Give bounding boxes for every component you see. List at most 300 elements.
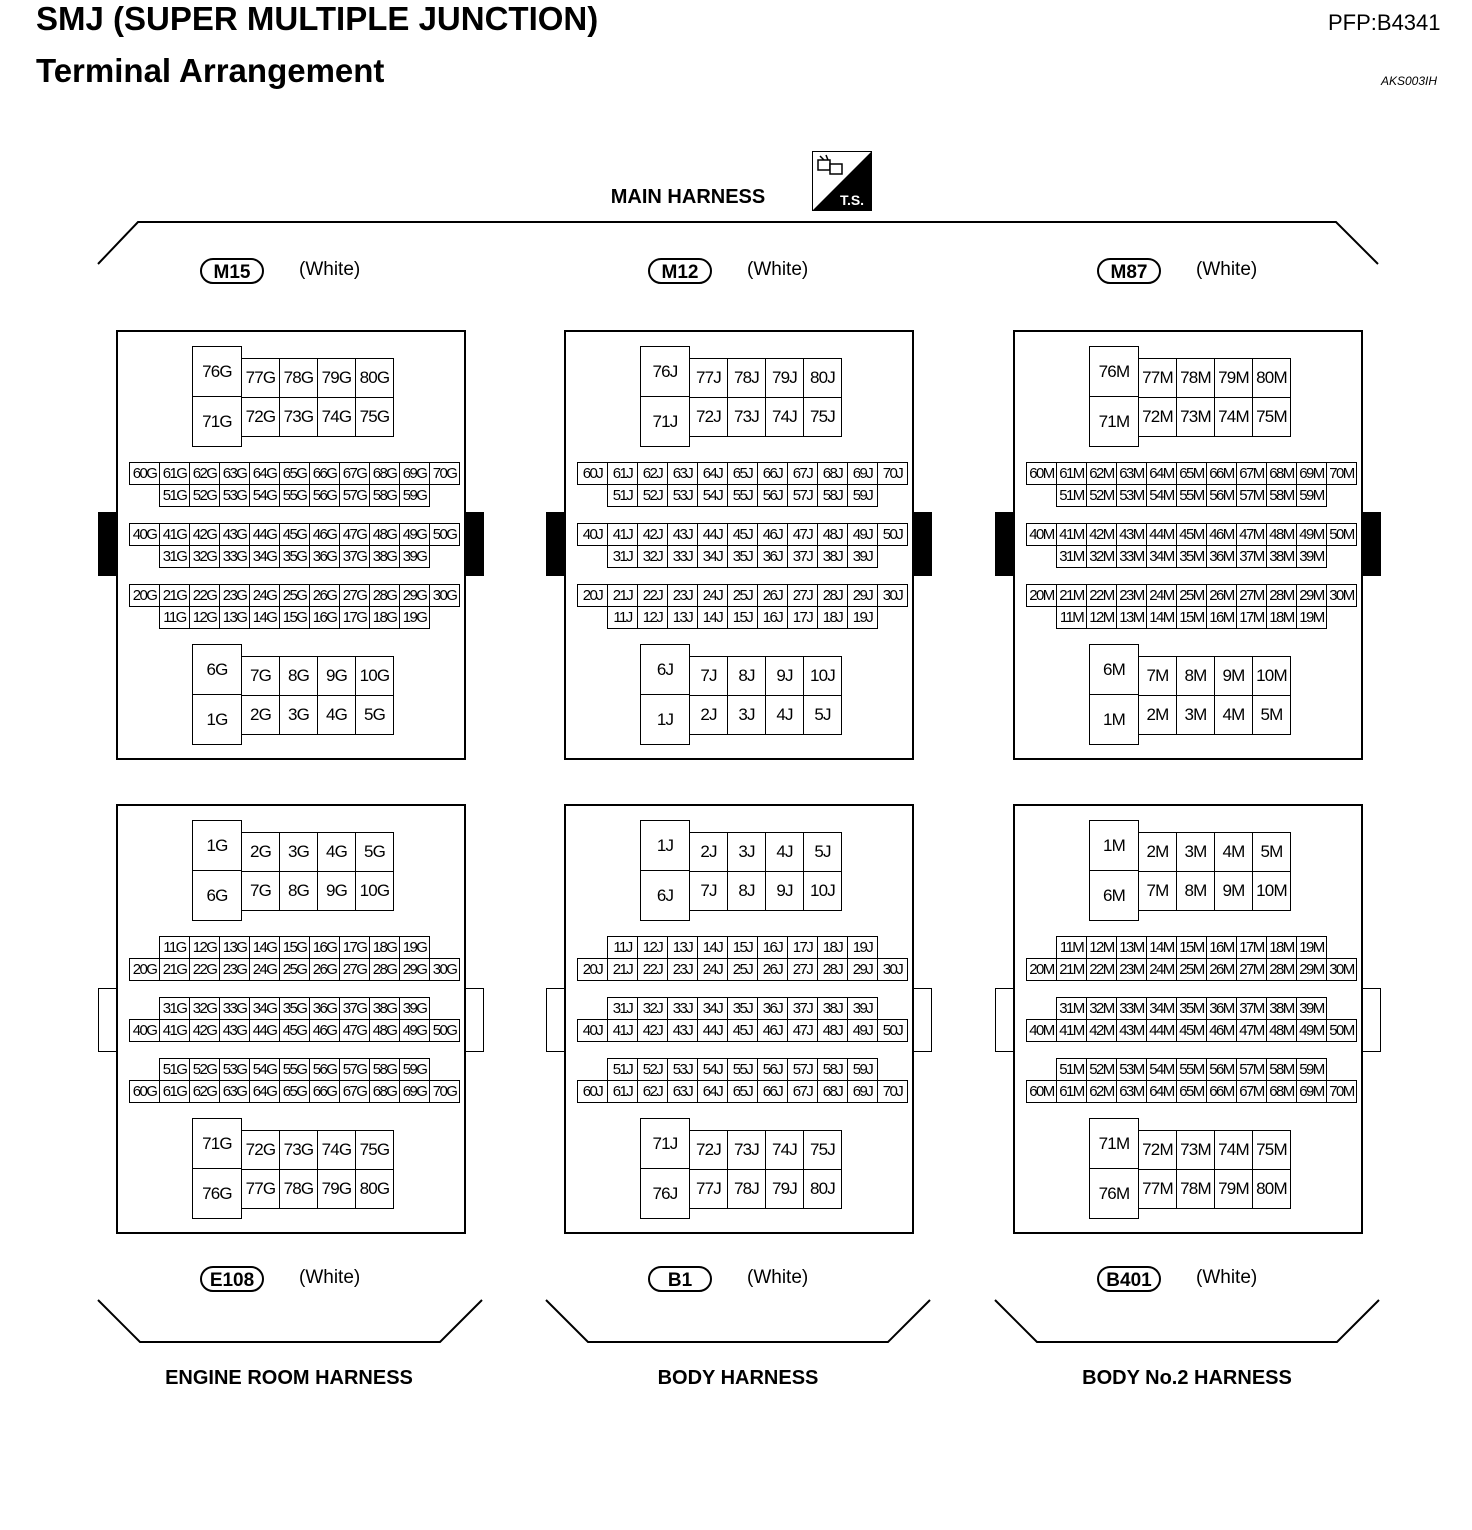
terminal-cell: 39M <box>1296 545 1327 568</box>
terminal-cell: 31G <box>159 997 190 1020</box>
terminal-cell: 52G <box>189 1058 220 1081</box>
terminal-cell: 72J <box>689 397 728 437</box>
terminal-cell: 34G <box>249 545 280 568</box>
terminal-cell: 3J <box>727 695 766 735</box>
terminal-cell: 21M <box>1056 584 1087 607</box>
terminal-cell: 78M <box>1176 1169 1215 1209</box>
terminal-cell: 31M <box>1056 545 1087 568</box>
terminal-cell: 6M <box>1089 870 1139 921</box>
terminal-cell: 66J <box>757 1080 788 1103</box>
terminal-cell: 46G <box>309 523 340 546</box>
terminal-cell: 44M <box>1146 1019 1177 1042</box>
terminal-cell: 64J <box>697 1080 728 1103</box>
terminal-cell: 14J <box>697 606 728 629</box>
terminal-cell: 11M <box>1056 606 1087 629</box>
terminal-cell: 59J <box>847 1058 878 1081</box>
connector-color-e108: (White) <box>299 1267 361 1288</box>
terminal-cell: 2J <box>689 695 728 735</box>
terminal-cell: 12J <box>637 936 668 959</box>
terminal-cell: 60J <box>577 1080 608 1103</box>
terminal-cell: 48G <box>369 1019 400 1042</box>
terminal-cell: 36J <box>757 545 788 568</box>
terminal-cell: 80M <box>1252 1169 1291 1209</box>
page-subtitle: Terminal Arrangement <box>36 52 385 89</box>
terminal-cell: 78G <box>279 1169 318 1209</box>
connector-badge-b401: B401 <box>1097 1266 1161 1292</box>
terminal-cell: 71M <box>1089 1118 1139 1169</box>
terminal-cell: 38G <box>369 997 400 1020</box>
terminal-cell: 49G <box>399 523 430 546</box>
page-title: SMJ (SUPER MULTIPLE JUNCTION) <box>36 0 599 37</box>
terminal-cell: 62J <box>637 1080 668 1103</box>
terminal-cell: 20J <box>577 958 608 981</box>
terminal-cell: 2G <box>241 832 280 872</box>
terminal-cell: 36M <box>1206 545 1237 568</box>
terminal-cell: 40M <box>1026 1019 1057 1042</box>
terminal-cell: 32M <box>1086 997 1117 1020</box>
terminal-cell: 23M <box>1116 584 1147 607</box>
terminal-cell: 3G <box>279 695 318 735</box>
terminal-cell: 33M <box>1116 997 1147 1020</box>
connector-color-m15: (White) <box>299 259 361 280</box>
terminal-cell: 14M <box>1146 936 1177 959</box>
terminal-cell: 56G <box>309 1058 340 1081</box>
terminal-cell: 50M <box>1326 1019 1357 1042</box>
terminal-cell: 2J <box>689 832 728 872</box>
terminal-cell: 37G <box>339 545 370 568</box>
terminal-cell: 80J <box>803 1169 842 1209</box>
terminal-cell: 17J <box>787 936 818 959</box>
terminal-cell: 58M <box>1266 484 1297 507</box>
terminal-cell: 21J <box>607 584 638 607</box>
terminal-cell: 61G <box>159 1080 190 1103</box>
terminal-cell: 62G <box>189 1080 220 1103</box>
terminal-cell: 18J <box>817 936 848 959</box>
terminal-cell: 2M <box>1138 695 1177 735</box>
terminal-cell: 51G <box>159 484 190 507</box>
terminal-cell: 77J <box>689 358 728 398</box>
terminal-cell: 56M <box>1206 484 1237 507</box>
terminal-cell: 24J <box>697 584 728 607</box>
terminal-cell: 19M <box>1296 606 1327 629</box>
terminal-cell: 37M <box>1236 545 1267 568</box>
terminal-cell: 77J <box>689 1169 728 1209</box>
terminal-cell: 60J <box>577 462 608 485</box>
terminal-cell: 58G <box>369 484 400 507</box>
engine-room-harness-label: ENGINE ROOM HARNESS <box>165 1367 413 1389</box>
terminal-cell: 7M <box>1138 871 1177 911</box>
terminal-cell: 76G <box>192 346 242 397</box>
terminal-cell: 7J <box>689 871 728 911</box>
terminal-cell: 18G <box>369 606 400 629</box>
terminal-cell: 36J <box>757 997 788 1020</box>
terminal-cell: 77G <box>241 358 280 398</box>
terminal-cell: 39G <box>399 545 430 568</box>
terminal-cell: 38G <box>369 545 400 568</box>
terminal-cell: 22J <box>637 584 668 607</box>
terminal-cell: 11G <box>159 606 190 629</box>
terminal-cell: 41J <box>607 523 638 546</box>
terminal-cell: 10M <box>1252 656 1291 696</box>
terminal-cell: 75G <box>355 1130 394 1170</box>
connector-color-m87: (White) <box>1196 259 1258 280</box>
terminal-cell: 33M <box>1116 545 1147 568</box>
terminal-cell: 26J <box>757 958 788 981</box>
terminal-cell: 76M <box>1089 1168 1139 1219</box>
terminal-cell: 29J <box>847 958 878 981</box>
terminal-cell: 76J <box>640 1168 690 1219</box>
terminal-cell: 67G <box>339 1080 370 1103</box>
terminal-cell: 54J <box>697 1058 728 1081</box>
terminal-cell: 55G <box>279 484 310 507</box>
terminal-cell: 60M <box>1026 462 1057 485</box>
connector-lock-tab <box>98 988 117 1052</box>
terminal-cell: 46M <box>1206 523 1237 546</box>
terminal-cell: 64G <box>249 462 280 485</box>
terminal-cell: 48G <box>369 523 400 546</box>
terminal-cell: 4M <box>1214 832 1253 872</box>
terminal-cell: 59M <box>1296 1058 1327 1081</box>
terminal-cell: 34G <box>249 997 280 1020</box>
terminal-cell: 33G <box>219 545 250 568</box>
terminal-cell: 63J <box>667 462 698 485</box>
terminal-cell: 62G <box>189 462 220 485</box>
terminal-cell: 48J <box>817 523 848 546</box>
terminal-cell: 34M <box>1146 545 1177 568</box>
terminal-cell: 68G <box>369 1080 400 1103</box>
terminal-cell: 18M <box>1266 936 1297 959</box>
terminal-cell: 45M <box>1176 523 1207 546</box>
terminal-cell: 7G <box>241 871 280 911</box>
terminal-cell: 55J <box>727 1058 758 1081</box>
terminal-cell: 51J <box>607 1058 638 1081</box>
terminal-cell: 69J <box>847 1080 878 1103</box>
terminal-cell: 17J <box>787 606 818 629</box>
terminal-cell: 16G <box>309 936 340 959</box>
terminal-cell: 40J <box>577 523 608 546</box>
terminal-cell: 17G <box>339 936 370 959</box>
terminal-cell: 10J <box>803 656 842 696</box>
terminal-cell: 12M <box>1086 936 1117 959</box>
terminal-cell: 53M <box>1116 484 1147 507</box>
terminal-cell: 78J <box>727 358 766 398</box>
terminal-cell: 72M <box>1138 1130 1177 1170</box>
terminal-cell: 57J <box>787 484 818 507</box>
terminal-cell: 75G <box>355 397 394 437</box>
terminal-cell: 32G <box>189 997 220 1020</box>
terminal-cell: 28J <box>817 584 848 607</box>
terminal-cell: 3M <box>1176 832 1215 872</box>
terminal-cell: 45J <box>727 523 758 546</box>
terminal-cell: 11M <box>1056 936 1087 959</box>
connector-lock-tab <box>465 512 484 576</box>
terminal-cell: 9M <box>1214 656 1253 696</box>
terminal-cell: 12G <box>189 936 220 959</box>
terminal-cell: 26M <box>1206 584 1237 607</box>
terminal-cell: 25M <box>1176 584 1207 607</box>
terminal-cell: 76G <box>192 1168 242 1219</box>
terminal-cell: 48M <box>1266 523 1297 546</box>
terminal-cell: 39J <box>847 997 878 1020</box>
terminal-cell: 53G <box>219 484 250 507</box>
terminal-cell: 23M <box>1116 958 1147 981</box>
terminal-cell: 16J <box>757 606 788 629</box>
terminal-cell: 79J <box>765 358 804 398</box>
connector-lock-tab <box>995 512 1014 576</box>
terminal-cell: 5J <box>803 695 842 735</box>
terminal-cell: 49M <box>1296 523 1327 546</box>
terminal-cell: 50G <box>429 1019 460 1042</box>
terminal-cell: 69M <box>1296 462 1327 485</box>
terminal-cell: 65J <box>727 1080 758 1103</box>
terminal-cell: 13M <box>1116 936 1147 959</box>
terminal-cell: 65G <box>279 462 310 485</box>
terminal-cell: 52M <box>1086 484 1117 507</box>
terminal-cell: 25J <box>727 584 758 607</box>
terminal-cell: 8J <box>727 871 766 911</box>
terminal-cell: 80M <box>1252 358 1291 398</box>
terminal-cell: 72M <box>1138 397 1177 437</box>
terminal-cell: 21G <box>159 958 190 981</box>
terminal-cell: 51M <box>1056 1058 1087 1081</box>
terminal-cell: 8G <box>279 871 318 911</box>
terminal-cell: 14M <box>1146 606 1177 629</box>
connector-m15 <box>116 330 466 760</box>
terminal-cell: 19J <box>847 936 878 959</box>
terminal-cell: 43M <box>1116 523 1147 546</box>
terminal-cell: 61J <box>607 462 638 485</box>
terminal-cell: 30G <box>429 958 460 981</box>
terminal-cell: 27G <box>339 958 370 981</box>
terminal-cell: 59G <box>399 1058 430 1081</box>
terminal-cell: 15J <box>727 936 758 959</box>
terminal-cell: 44J <box>697 523 728 546</box>
main-harness-label: MAIN HARNESS <box>610 186 766 208</box>
terminal-cell: 4G <box>317 695 356 735</box>
terminal-cell: 42J <box>637 1019 668 1042</box>
terminal-cell: 31J <box>607 545 638 568</box>
terminal-cell: 7G <box>241 656 280 696</box>
terminal-cell: 4M <box>1214 695 1253 735</box>
terminal-cell: 28G <box>369 584 400 607</box>
terminal-cell: 78G <box>279 358 318 398</box>
terminal-cell: 52J <box>637 1058 668 1081</box>
terminal-cell: 42G <box>189 523 220 546</box>
terminal-cell: 22G <box>189 584 220 607</box>
terminal-cell: 77M <box>1138 1169 1177 1209</box>
terminal-cell: 17G <box>339 606 370 629</box>
terminal-cell: 18M <box>1266 606 1297 629</box>
terminal-cell: 31J <box>607 997 638 1020</box>
terminal-cell: 35G <box>279 545 310 568</box>
terminal-cell: 52G <box>189 484 220 507</box>
terminal-cell: 11J <box>607 606 638 629</box>
terminal-cell: 27M <box>1236 958 1267 981</box>
terminal-cell: 41G <box>159 1019 190 1042</box>
terminal-cell: 43J <box>667 1019 698 1042</box>
terminal-cell: 16G <box>309 606 340 629</box>
terminal-cell: 52J <box>637 484 668 507</box>
terminal-cell: 18G <box>369 936 400 959</box>
terminal-cell: 75M <box>1252 397 1291 437</box>
terminal-cell: 1G <box>192 694 242 745</box>
terminal-cell: 60M <box>1026 1080 1057 1103</box>
terminal-cell: 73M <box>1176 1130 1215 1170</box>
terminal-cell: 67M <box>1236 462 1267 485</box>
terminal-cell: 70M <box>1326 462 1357 485</box>
terminal-cell: 19G <box>399 936 430 959</box>
terminal-cell: 21J <box>607 958 638 981</box>
terminal-cell: 10G <box>355 871 394 911</box>
terminal-cell: 56J <box>757 1058 788 1081</box>
terminal-cell: 77G <box>241 1169 280 1209</box>
terminal-cell: 5G <box>355 832 394 872</box>
terminal-cell: 62M <box>1086 462 1117 485</box>
connector-e108 <box>116 804 466 1234</box>
terminal-cell: 68M <box>1266 462 1297 485</box>
terminal-cell: 68G <box>369 462 400 485</box>
terminal-cell: 54G <box>249 1058 280 1081</box>
terminal-cell: 53J <box>667 1058 698 1081</box>
terminal-cell: 15G <box>279 606 310 629</box>
terminal-cell: 53J <box>667 484 698 507</box>
terminal-cell: 44G <box>249 1019 280 1042</box>
terminal-cell: 13M <box>1116 606 1147 629</box>
terminal-cell: 71J <box>640 396 690 447</box>
terminal-cell: 4J <box>765 695 804 735</box>
terminal-cell: 37M <box>1236 997 1267 1020</box>
terminal-cell: 68M <box>1266 1080 1297 1103</box>
terminal-cell: 6M <box>1089 644 1139 695</box>
terminal-cell: 63J <box>667 1080 698 1103</box>
terminal-cell: 4J <box>765 832 804 872</box>
terminal-cell: 56M <box>1206 1058 1237 1081</box>
terminal-cell: 69G <box>399 1080 430 1103</box>
terminal-cell: 42M <box>1086 1019 1117 1042</box>
terminal-cell: 43M <box>1116 1019 1147 1042</box>
terminal-cell: 35G <box>279 997 310 1020</box>
terminal-cell: 11G <box>159 936 190 959</box>
connector-b401 <box>1013 804 1363 1234</box>
terminal-cell: 48J <box>817 1019 848 1042</box>
terminal-cell: 39J <box>847 545 878 568</box>
terminal-cell: 28G <box>369 958 400 981</box>
terminal-cell: 67J <box>787 462 818 485</box>
terminal-cell: 12M <box>1086 606 1117 629</box>
terminal-cell: 50J <box>877 523 908 546</box>
terminal-cell: 45G <box>279 1019 310 1042</box>
terminal-cell: 79M <box>1214 1169 1253 1209</box>
terminal-cell: 74M <box>1214 1130 1253 1170</box>
terminal-cell: 59M <box>1296 484 1327 507</box>
terminal-cell: 36M <box>1206 997 1237 1020</box>
terminal-cell: 57J <box>787 1058 818 1081</box>
terminal-cell: 22M <box>1086 958 1117 981</box>
terminal-cell: 4G <box>317 832 356 872</box>
terminal-cell: 37G <box>339 997 370 1020</box>
terminal-cell: 27J <box>787 584 818 607</box>
terminal-cell: 75J <box>803 1130 842 1170</box>
terminal-cell: 40G <box>129 1019 160 1042</box>
terminal-cell: 76M <box>1089 346 1139 397</box>
terminal-cell: 45M <box>1176 1019 1207 1042</box>
connector-b1 <box>564 804 914 1234</box>
terminal-cell: 27G <box>339 584 370 607</box>
terminal-cell: 44J <box>697 1019 728 1042</box>
terminal-cell: 38M <box>1266 997 1297 1020</box>
terminal-cell: 30M <box>1326 958 1357 981</box>
terminal-cell: 16M <box>1206 606 1237 629</box>
terminal-cell: 22G <box>189 958 220 981</box>
terminal-cell: 69J <box>847 462 878 485</box>
terminal-cell: 20J <box>577 584 608 607</box>
terminal-cell: 47J <box>787 1019 818 1042</box>
terminal-cell: 71J <box>640 1118 690 1169</box>
terminal-cell: 62M <box>1086 1080 1117 1103</box>
terminal-cell: 67J <box>787 1080 818 1103</box>
terminal-cell: 74J <box>765 397 804 437</box>
terminal-cell: 40J <box>577 1019 608 1042</box>
terminal-cell: 73G <box>279 397 318 437</box>
terminal-cell: 40G <box>129 523 160 546</box>
terminal-cell: 24G <box>249 584 280 607</box>
connector-lock-tab <box>1362 988 1381 1052</box>
terminal-cell: 66G <box>309 462 340 485</box>
terminal-cell: 20G <box>129 958 160 981</box>
terminal-cell: 1J <box>640 694 690 745</box>
terminal-cell: 7M <box>1138 656 1177 696</box>
terminal-cell: 65G <box>279 1080 310 1103</box>
terminal-cell: 28J <box>817 958 848 981</box>
terminal-cell: 46M <box>1206 1019 1237 1042</box>
terminal-cell: 69M <box>1296 1080 1327 1103</box>
terminal-cell: 36G <box>309 997 340 1020</box>
body-harness-label: BODY HARNESS <box>657 1367 819 1389</box>
connector-color-b1: (White) <box>747 1267 809 1288</box>
terminal-cell: 75M <box>1252 1130 1291 1170</box>
terminal-cell: 7J <box>689 656 728 696</box>
terminal-cell: 39G <box>399 997 430 1020</box>
terminal-cell: 52M <box>1086 1058 1117 1081</box>
terminal-cell: 1M <box>1089 820 1139 871</box>
terminal-cell: 23J <box>667 584 698 607</box>
terminal-cell: 63G <box>219 1080 250 1103</box>
terminal-cell: 14G <box>249 606 280 629</box>
terminal-cell: 24M <box>1146 958 1177 981</box>
terminal-cell: 9M <box>1214 871 1253 911</box>
terminal-cell: 54J <box>697 484 728 507</box>
terminal-cell: 54G <box>249 484 280 507</box>
terminal-cell: 65M <box>1176 1080 1207 1103</box>
terminal-cell: 13G <box>219 936 250 959</box>
terminal-cell: 64M <box>1146 462 1177 485</box>
terminal-cell: 80G <box>355 358 394 398</box>
terminal-cell: 47M <box>1236 1019 1267 1042</box>
terminal-cell: 18J <box>817 606 848 629</box>
terminal-cell: 23G <box>219 958 250 981</box>
terminal-cell: 44G <box>249 523 280 546</box>
terminal-cell: 29M <box>1296 584 1327 607</box>
terminal-cell: 46G <box>309 1019 340 1042</box>
terminal-cell: 59G <box>399 484 430 507</box>
terminal-cell: 79G <box>317 358 356 398</box>
terminal-cell: 1G <box>192 820 242 871</box>
terminal-cell: 63G <box>219 462 250 485</box>
terminal-cell: 45J <box>727 1019 758 1042</box>
terminal-cell: 15M <box>1176 936 1207 959</box>
terminal-cell: 25G <box>279 584 310 607</box>
terminal-cell: 20M <box>1026 958 1057 981</box>
